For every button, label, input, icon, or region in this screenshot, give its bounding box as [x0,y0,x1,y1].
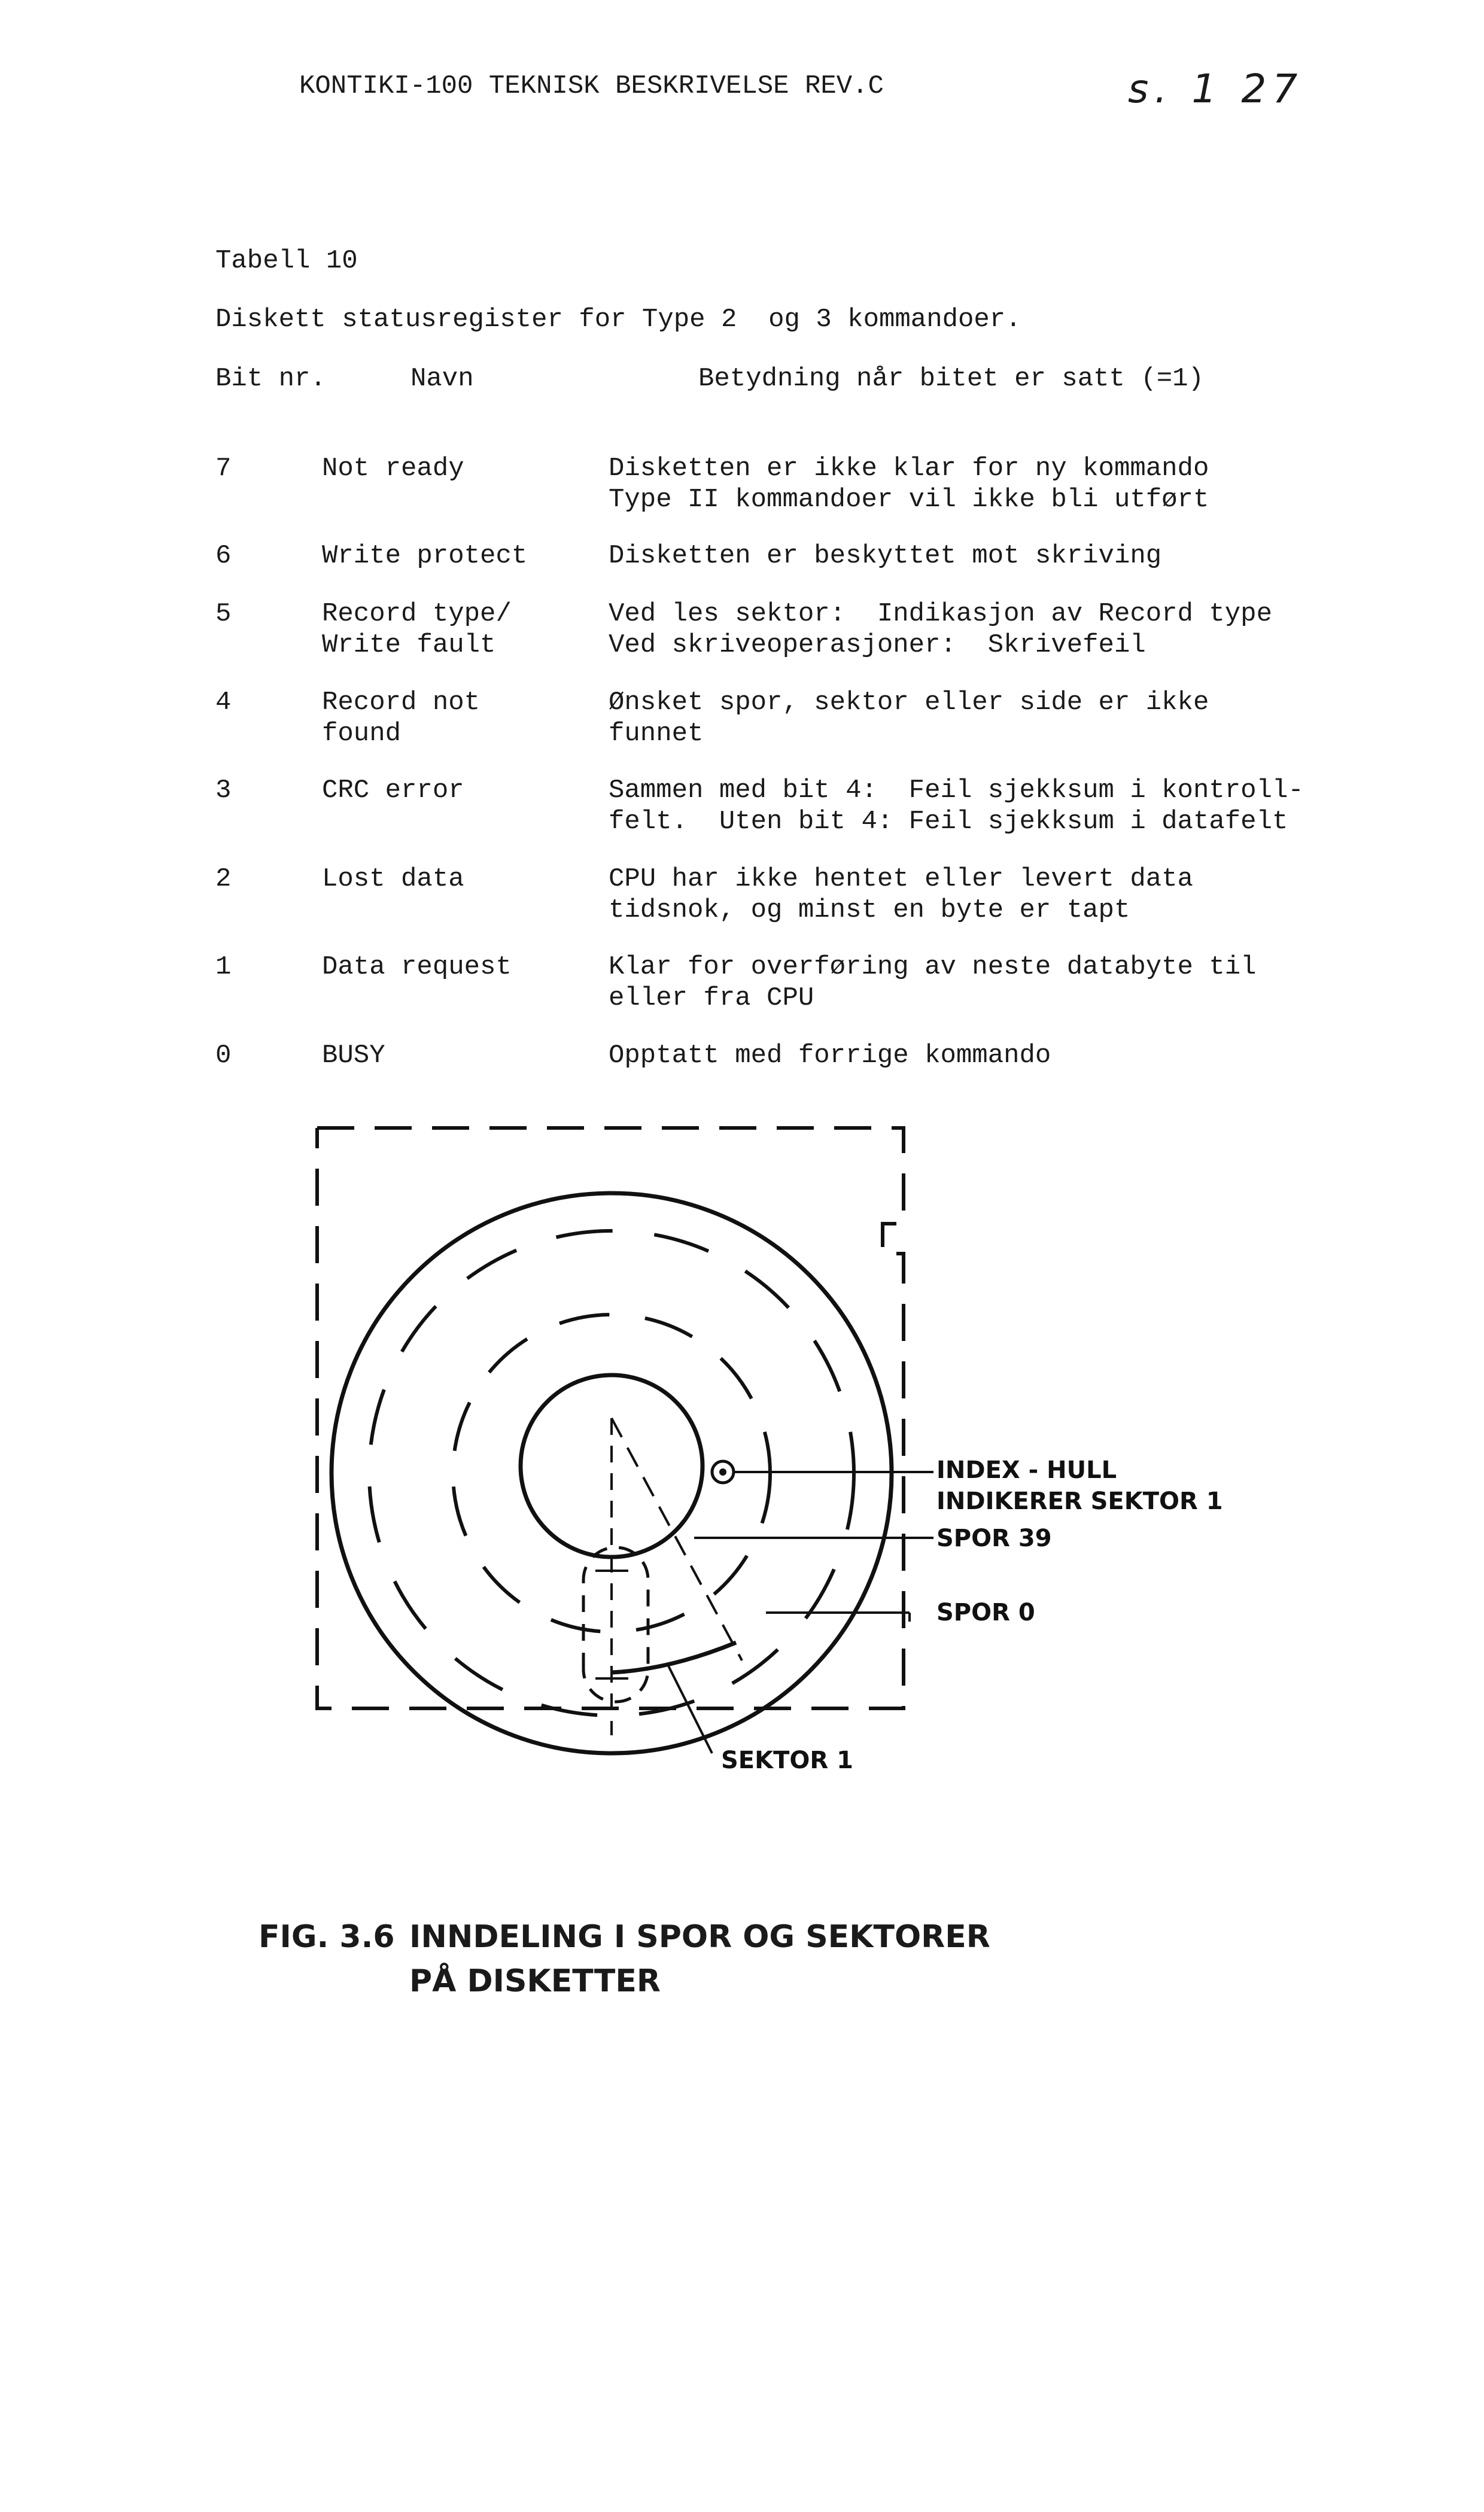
column-header-name: Navn [410,364,474,394]
row-meaning: Disketten er beskyttet mot skriving [609,541,1162,571]
index-hole-label-sub: INDIKERER SEKTOR 1 [936,1488,1223,1515]
row-meaning: Opptatt med forrige kommando [609,1041,1051,1071]
row-name: Record type/ Write fault [322,599,512,660]
figure-caption-line1: INNDELING I SPOR OG SEKTORER [409,1919,990,1955]
column-header-meaning: Betydning når bitet er satt (=1) [698,364,1204,394]
row-name: Not ready [322,454,464,483]
row-bit: 3 [215,776,232,805]
row-bit: 5 [215,599,232,629]
row-name: Lost data [322,864,464,894]
track-39-label: SPOR 39 [936,1525,1052,1552]
sector-1-arc [612,1643,736,1672]
row-bit: 2 [215,864,232,894]
handwritten-page-number: s. 1 27 [1128,66,1304,112]
row-name: Write protect [322,541,528,571]
row-bit: 4 [215,688,232,717]
row-name: CRC error [322,776,464,805]
figure-caption-line2: PÅ DISKETTER [409,1963,661,1999]
row-bit: 1 [215,952,232,982]
sector-1-label: SEKTOR 1 [721,1747,853,1774]
column-header-bit: Bit nr. [215,364,326,394]
table-caption: Diskett statusregister for Type 2 og 3 kommandoer. [215,305,1021,334]
row-meaning: CPU har ikke hentet eller levert data tidsnok, og minst en byte er tapt [609,864,1193,925]
row-name: BUSY [322,1041,385,1071]
figure-number: FIG. 3.6 [259,1919,395,1955]
row-name: Data request [322,952,512,982]
track-0-label: SPOR 0 [936,1599,1035,1626]
row-bit: 6 [215,541,232,571]
row-bit: 0 [215,1041,232,1071]
row-meaning: Ved les sektor: Indikasjon av Record type Ved skriveoperasjoner: Skrivefeil [609,599,1272,660]
row-name: Record not found [322,688,481,749]
row-bit: 7 [215,454,232,483]
figure-caption [259,1915,990,2003]
page-header-title: KONTIKI-100 TEKNISK BESKRIVELSE REV.C [299,71,884,101]
row-meaning: Sammen med bit 4: Feil sjekksum i kontroll- felt. Uten bit 4: Feil sjekksum i datafelt [609,776,1304,837]
index-hole-label: INDEX - HULL [936,1456,1117,1484]
table-title: Tabell 10 [215,246,358,276]
row-meaning: Klar for overføring av neste databyte til eller fra CPU [609,952,1257,1013]
row-meaning: Ønsket spor, sektor eller side er ikke funnet [609,688,1209,749]
row-meaning: Disketten er ikke klar for ny kommando Type II kommandoer vil ikke bli utført [609,454,1209,515]
